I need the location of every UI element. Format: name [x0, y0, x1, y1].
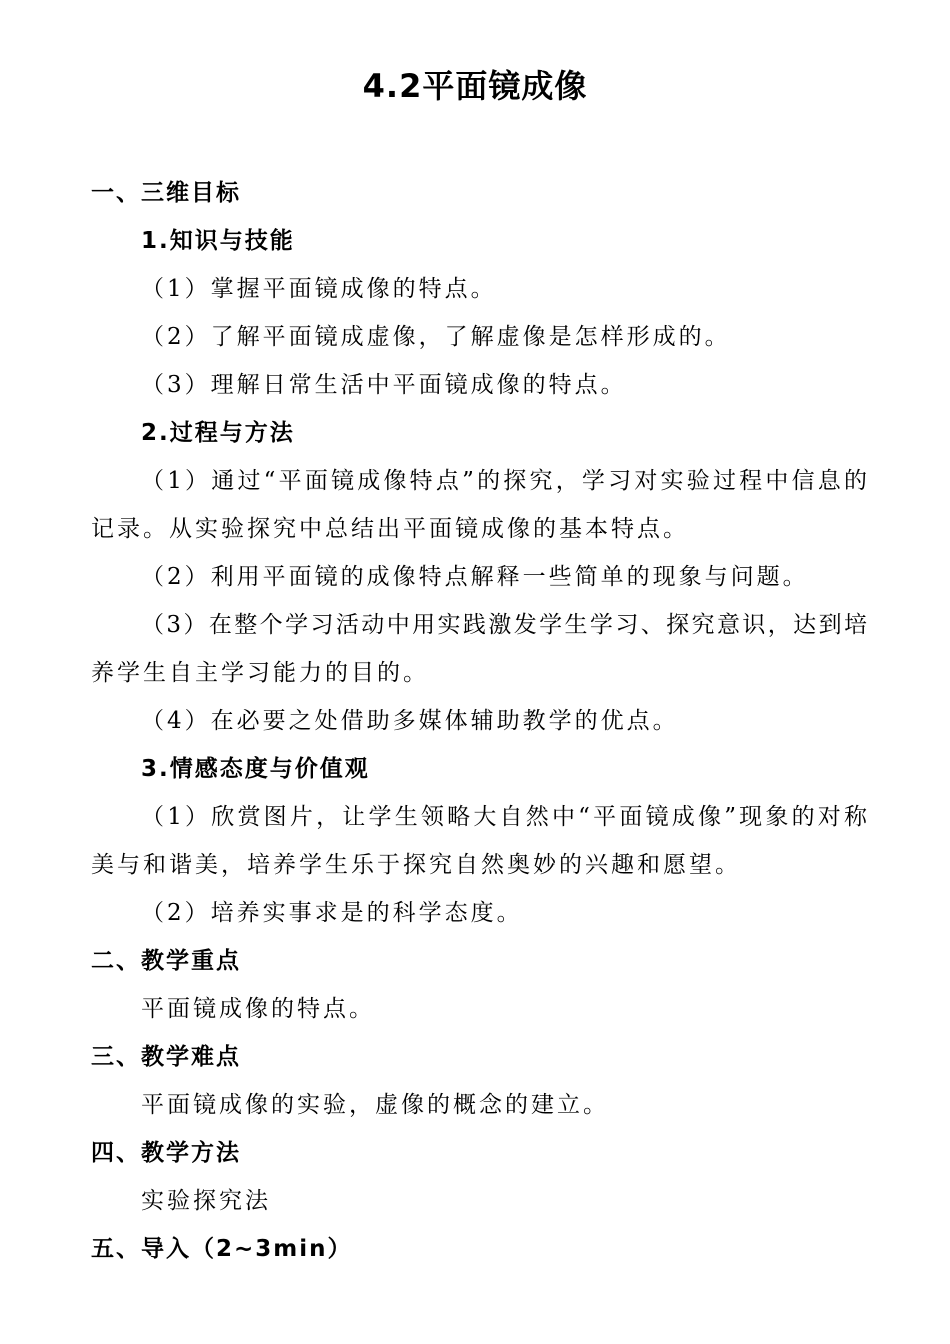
difficulties-text: 平面镜成像的实验，虚像的概念的建立。 [141, 1092, 609, 1118]
process-item-4: （4）在必要之处借助多媒体辅助教学的优点。 [141, 708, 679, 734]
subheading-emotion-values: 3.情感态度与价值观 [141, 756, 370, 782]
section-heading-difficulties: 三、教学难点 [91, 1044, 241, 1070]
process-item-1-line-1: （1）通过“平面镜成像特点”的探究，学习对实验过程中信息的 [141, 468, 869, 494]
subheading-knowledge-skills: 1.知识与技能 [141, 228, 295, 254]
process-item-3-line-1: （3）在整个学习活动中用实践激发学生学习、探究意识，达到培 [141, 612, 869, 638]
knowledge-item-1: （1）掌握平面镜成像的特点。 [141, 276, 497, 302]
emotion-item-1-line-2: 美与和谐美，培养学生乐于探究自然奥妙的兴趣和愿望。 [91, 852, 741, 878]
methods-text: 实验探究法 [141, 1188, 271, 1214]
emotion-item-2: （2）培养实事求是的科学态度。 [141, 900, 523, 926]
process-item-1-line-2: 记录。从实验探究中总结出平面镜成像的基本特点。 [91, 516, 689, 542]
key-points-text: 平面镜成像的特点。 [141, 996, 375, 1022]
subheading-process-methods: 2.过程与方法 [141, 420, 295, 446]
process-item-3-line-2: 养学生自主学习能力的目的。 [91, 660, 429, 686]
section-heading-methods: 四、教学方法 [91, 1140, 241, 1166]
process-item-2: （2）利用平面镜的成像特点解释一些简单的现象与问题。 [141, 564, 809, 590]
knowledge-item-2: （2）了解平面镜成虚像，了解虚像是怎样形成的。 [141, 324, 731, 350]
emotion-item-1-line-1: （1）欣赏图片，让学生领略大自然中“平面镜成像”现象的对称 [141, 804, 869, 830]
section-heading-intro: 五、导入（2~3min） [91, 1236, 353, 1262]
page-title: 4.2平面镜成像 [362, 67, 588, 105]
section-heading-goals: 一、三维目标 [91, 180, 241, 206]
knowledge-item-3: （3）理解日常生活中平面镜成像的特点。 [141, 372, 627, 398]
section-heading-key-points: 二、教学重点 [91, 948, 241, 974]
